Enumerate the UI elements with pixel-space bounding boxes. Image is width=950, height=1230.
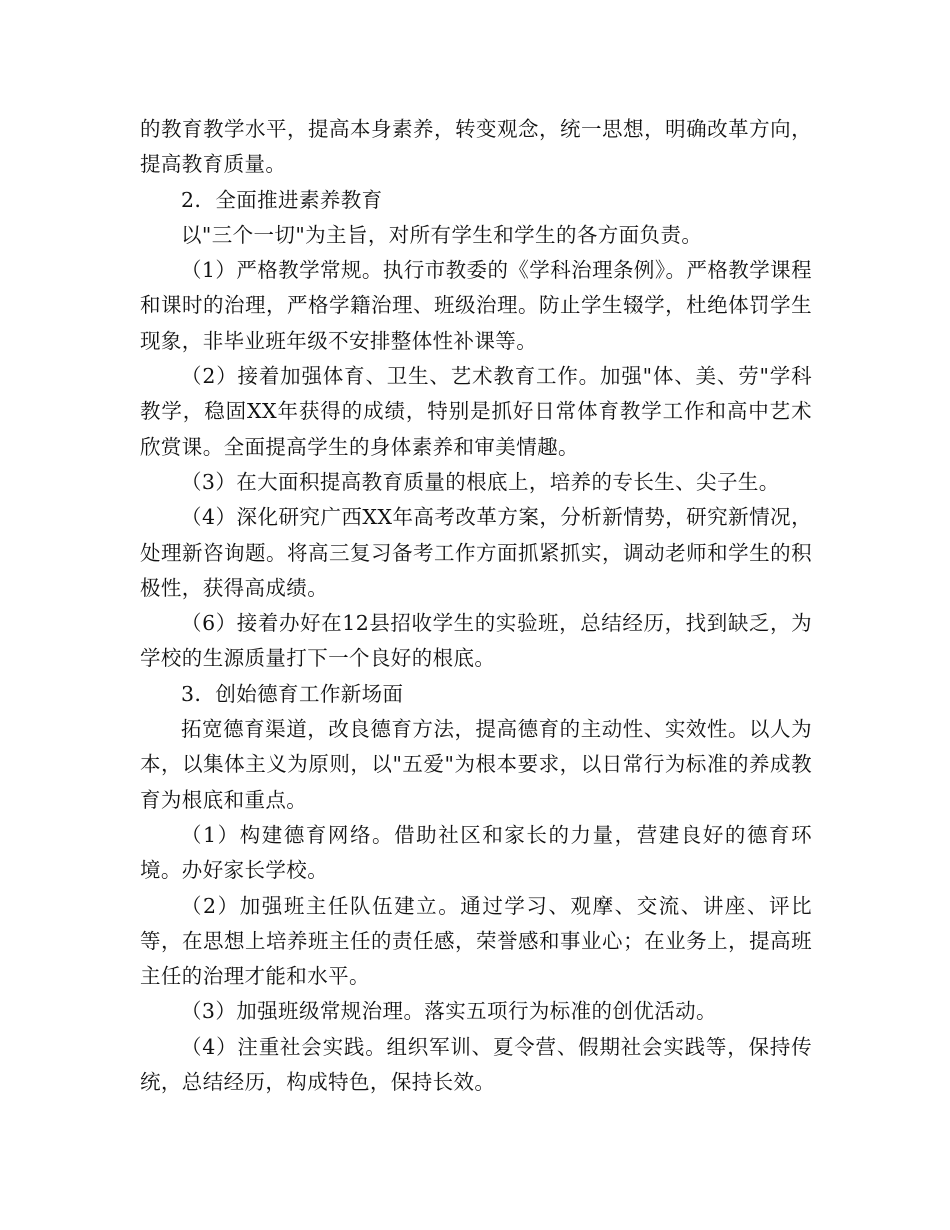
list-item-6: （6）接着办好在12县招收学生的实验班，总结经历，找到缺乏，为学校的生源质量打下一个良好的根底。	[140, 611, 812, 671]
moral-item-1: （1）构建德育网络。借助社区和家长的力量，营建良好的德育环境。办好家长学校。	[140, 822, 812, 883]
moral-item-2: （2）加强班主任队伍建立。通过学习、观摩、交流、讲座、评比等，在思想上培养班主任的责任感，荣誉感和事业心；在业务上，提高班主任的治理才能和水平。	[140, 893, 812, 989]
list-item-3: （3）在大面积提高教育质量的根底上，培养的专长生、尖子生。	[181, 469, 780, 494]
paragraph-principle: 以"三个一切"为主旨，对所有学生和学生的各方面负责。	[181, 222, 703, 247]
section-heading-3: 3．创始德育工作新场面	[181, 681, 404, 706]
moral-item-3: （3）加强班级常规治理。落实五项行为标准的创优活动。	[181, 999, 717, 1024]
document-page	[140, 112, 812, 1100]
section-heading-2: 2．全面推进素养教育	[181, 187, 383, 212]
paragraph-moral-education: 拓宽德育渠道，改良德育方法，提高德育的主动性、实效性。以人为本，以集体主义为原则，以"五爱"为根本要求，以日常行为标准的养成教育为根底和重点。	[140, 717, 812, 812]
paragraph-continuation: 的教育教学水平，提高本身素养，转变观念，统一思想，明确改革方向，提高教育质量。	[140, 117, 812, 177]
list-item-2: （2）接着加强体育、卫生、艺术教育工作。加强"体、美、劳"学科教学，稳固XX年获得的成绩，特别是抓好日常体育教学工作和高中艺术欣赏课。全面提高学生的身体素养和审美情趣。	[140, 364, 812, 459]
list-item-4: （4）深化研究广西XX年高考改革方案，分析新情势，研究新情况，处理新咨询题。将高三复习备考工作方面抓紧抓实，调动老师和学生的积极性，获得高成绩。	[140, 505, 812, 600]
moral-item-4: （4）注重社会实践。组织军训、夏令营、假期社会实践等，保持传统，总结经历，构成特色，保持长效。	[140, 1034, 812, 1095]
list-item-1: （1）严格教学常规。执行市教委的《学科治理条例》。严格教学课程和课时的治理，严格学籍治理、班级治理。防止学生辍学，杜绝体罚学生现象，非毕业班年级不安排整体性补课等。	[140, 258, 812, 353]
